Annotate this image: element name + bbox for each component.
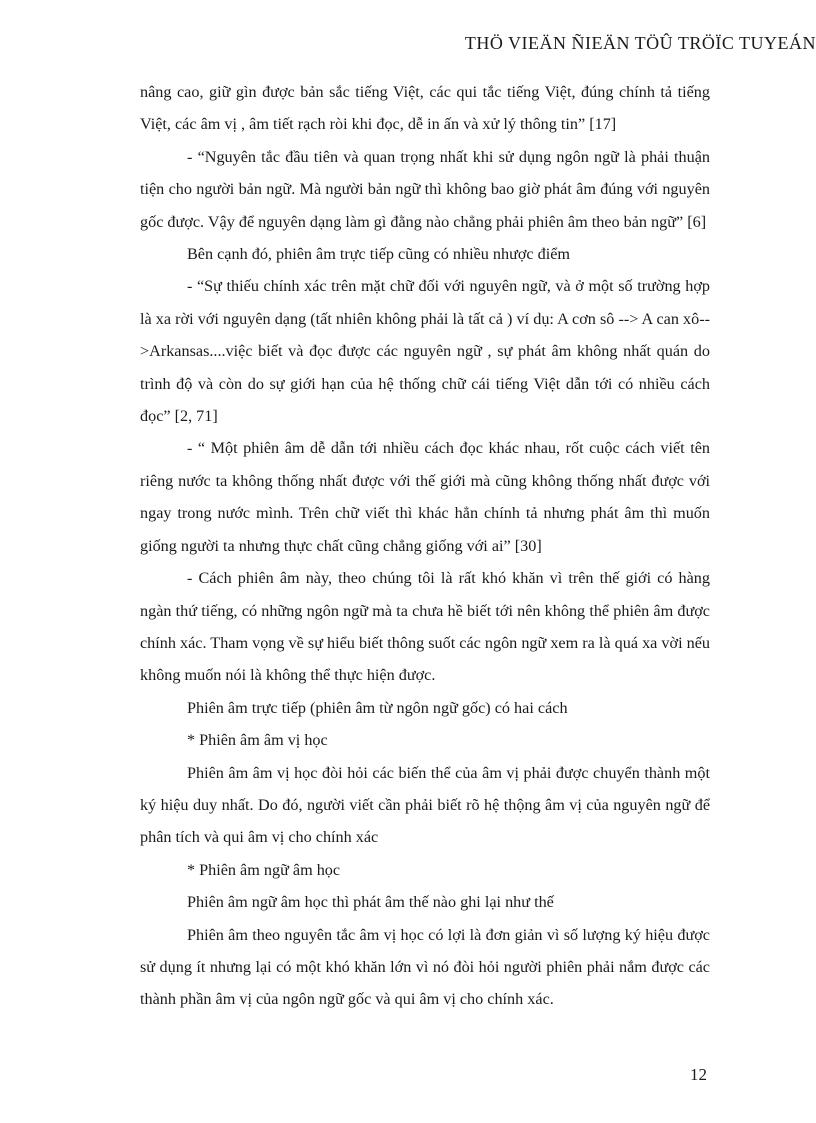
paragraph: - “Nguyên tắc đầu tiên và quan trọng nhất khi sử dụng ngôn ngữ là phải thuận tiện cho người bản ngữ. Mà người bản ngữ thì không bao giờ phát âm đúng với nguyên gốc được. Vậy để nguyên dạng làm gì đằng nào chẳng phải phiên âm theo bản ngữ” [6] (140, 147, 710, 231)
paragraph: nâng cao, giữ gìn được bản sắc tiếng Việt, các qui tắc tiếng Việt, đúng chính tả tiếng Việt, các âm vị , âm tiết rạch ròi khi đọc, dễ in ấn và xử lý thông tin” [17] (140, 83, 710, 134)
paragraph: Phiên âm trực tiếp (phiên âm từ ngôn ngữ gốc) có hai cách (187, 698, 568, 717)
section-heading: * Phiên âm ngữ âm học (187, 860, 341, 879)
paragraph: Phiên âm âm vị học đòi hỏi các biến thể của âm vị phải được chuyển thành một ký hiệu duy nhất. Do đó, người viết cần phải biết rõ hệ thộng âm vị của nguyên ngữ để phân tích và qui âm vị cho chính xác (140, 763, 710, 847)
paragraph: Bên cạnh đó, phiên âm trực tiếp cũng có nhiều nhược điểm (187, 245, 571, 264)
paragraph: Phiên âm theo nguyên tắc âm vị học có lợi là đơn giản vì số lượng ký hiệu được sử dụng ít nhưng lại có một khó khăn lớn vì nó đòi hỏi người phiên phải nắm được các thành phần âm vị của ngôn ngữ gốc và qui âm vị cho chính xác. (140, 925, 710, 1009)
page-number: 12 (690, 1065, 707, 1084)
paragraph: - Cách phiên âm này, theo chúng tôi là rất khó khăn vì trên thế giới có hàng ngàn thứ tiếng, có những ngôn ngữ mà ta chưa hề biết tới nên không thể phiên âm được chính xác. Tham vọng về sự hiểu biết thông suốt các ngôn ngữ xem ra là quá xa vời nếu không muốn nói là không thể thực hiện được. (140, 569, 710, 685)
paragraph: - “Sự thiếu chính xác trên mặt chữ đối với nguyên ngữ, và ở một số trường hợp là xa rời với nguyên dạng (tất nhiên không phải là tất cả ) ví dụ: A cơn sô --> A can xô-->Arkansas....việc biết và đọc được các nguyên ngữ , sự phát âm không nhất quán do trình độ và còn do sự giới hạn của hệ thống chữ cái tiếng Việt dẫn tới có nhiều cách đọc” [2, 71] (140, 277, 710, 426)
section-heading: * Phiên âm âm vị học (187, 731, 328, 750)
paragraph: Phiên âm ngữ âm học thì phát âm thế nào ghi lại như thế (187, 893, 554, 912)
document-body (140, 76, 710, 1016)
running-header: THÖ VIEÄN ÑIEÄN TÖÛ TRÖÏC TUYEÁN (464, 33, 816, 53)
paragraph: - “ Một phiên âm dễ dẫn tới nhiều cách đọc khác nhau, rốt cuộc cách viết tên riêng nước ta không thống nhất được với thế giới mà cũng không thống nhất được với ngay trong nước mình. Trên chữ viết thì khác hẳn chính tả nhưng phát âm thì muốn giống người ta nhưng thực chất cũng chẳng giống với ai” [30] (140, 439, 710, 555)
